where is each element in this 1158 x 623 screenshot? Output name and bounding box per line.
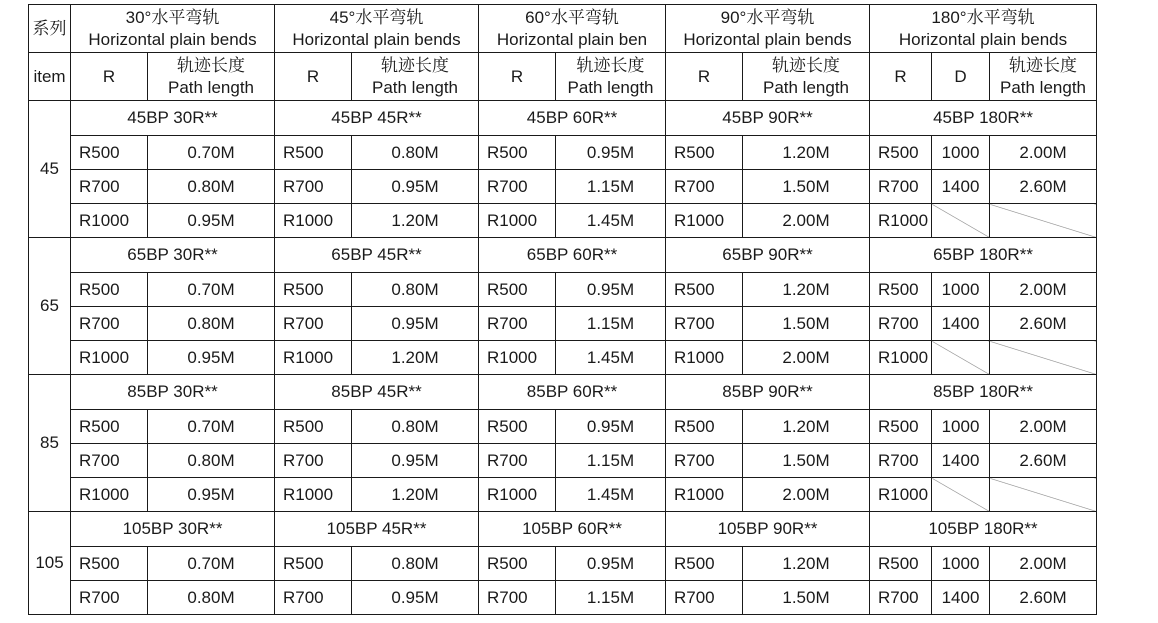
r-header-cell: R: [275, 53, 352, 101]
diameter-cell: 1400: [932, 170, 990, 204]
angle-en-label: Horizontal plain bends: [898, 29, 1068, 49]
r-header-cell: R: [870, 53, 932, 101]
model-code-cell: 45BP 60R**: [479, 101, 666, 136]
radius-cell: R500: [870, 273, 932, 307]
path-length-cell: 0.95M: [556, 547, 666, 581]
diameter-cell: 1000: [932, 410, 990, 444]
radius-cell: R500: [870, 136, 932, 170]
radius-cell: R700: [479, 444, 556, 478]
radius-row: [29, 136, 1097, 170]
path-length-cell: 0.80M: [352, 410, 479, 444]
empty-slash-cell: [990, 341, 1097, 375]
series-item-cell: 105: [29, 512, 71, 615]
radius-row: [29, 307, 1097, 341]
path-length-cell: 2.00M: [990, 136, 1097, 170]
angle-header-30: [71, 5, 275, 53]
radius-cell: R500: [870, 547, 932, 581]
radius-cell: R1000: [870, 478, 932, 512]
radius-cell: R500: [479, 547, 556, 581]
model-code-cell: 85BP 30R**: [71, 375, 275, 410]
model-code-cell: 45BP 30R**: [71, 101, 275, 136]
radius-row: [29, 444, 1097, 478]
radius-cell: R500: [71, 410, 148, 444]
path-length-cell: 1.20M: [743, 410, 870, 444]
path-length-cell: 1.20M: [352, 478, 479, 512]
path-cn-label: 轨迹长度: [1009, 55, 1077, 75]
r-header-cell: R: [71, 53, 148, 101]
radius-row: [29, 547, 1097, 581]
model-code-cell: 85BP 60R**: [479, 375, 666, 410]
path-length-cell: 0.95M: [352, 307, 479, 341]
path-length-cell: 0.95M: [352, 444, 479, 478]
path-length-cell: 0.80M: [352, 547, 479, 581]
path-length-cell: 1.45M: [556, 341, 666, 375]
empty-slash-cell: [990, 204, 1097, 238]
radius-cell: R700: [479, 581, 556, 615]
path-length-cell: 0.95M: [556, 136, 666, 170]
path-length-cell: 1.50M: [743, 581, 870, 615]
radius-row: [29, 170, 1097, 204]
radius-cell: R500: [71, 547, 148, 581]
path-length-cell: 0.95M: [148, 204, 275, 238]
radius-row: [29, 204, 1097, 238]
item-header-cell: item: [29, 53, 71, 101]
radius-cell: R500: [666, 136, 743, 170]
radius-cell: R700: [479, 170, 556, 204]
path-length-cell: 2.60M: [990, 581, 1097, 615]
path-en-label: Path length: [371, 77, 458, 97]
radius-cell: R1000: [71, 204, 148, 238]
radius-cell: R500: [275, 547, 352, 581]
path-cn-label: 轨迹长度: [576, 55, 645, 75]
radius-cell: R700: [666, 307, 743, 341]
empty-slash-cell: [932, 478, 990, 512]
model-code-cell: 65BP 90R**: [666, 238, 870, 273]
path-length-cell: 0.80M: [148, 307, 275, 341]
path-length-header-cell: [743, 53, 870, 101]
path-length-cell: 0.95M: [148, 341, 275, 375]
path-length-cell: 0.95M: [352, 170, 479, 204]
angle-cn-label: 180°水平弯轨: [931, 7, 1035, 27]
path-length-cell: 0.80M: [352, 273, 479, 307]
series-item-cell: 65: [29, 238, 71, 375]
angle-header-45: [275, 5, 479, 53]
radius-cell: R700: [71, 581, 148, 615]
radius-cell: R700: [71, 307, 148, 341]
path-length-cell: 1.20M: [743, 547, 870, 581]
path-length-cell: 1.45M: [556, 478, 666, 512]
diameter-cell: 1000: [932, 136, 990, 170]
path-cn-label: 轨迹长度: [177, 55, 245, 75]
radius-cell: R500: [275, 273, 352, 307]
path-length-header-cell: [990, 53, 1097, 101]
angle-cn-label: 45°水平弯轨: [329, 7, 424, 27]
path-length-cell: 1.50M: [743, 170, 870, 204]
radius-cell: R1000: [71, 478, 148, 512]
empty-slash-cell: [932, 341, 990, 375]
model-code-cell: 105BP 60R**: [479, 512, 666, 547]
path-length-cell: 0.95M: [556, 410, 666, 444]
path-length-cell: 0.95M: [148, 478, 275, 512]
radius-cell: R700: [870, 581, 932, 615]
diameter-cell: 1000: [932, 547, 990, 581]
radius-cell: R1000: [275, 478, 352, 512]
angle-header-90: [666, 5, 870, 53]
path-length-cell: 0.70M: [148, 410, 275, 444]
path-en-label: Path length: [167, 77, 254, 97]
radius-row: [29, 581, 1097, 615]
angle-en-label: Horizontal plain bends: [292, 29, 461, 49]
path-length-cell: 1.20M: [743, 136, 870, 170]
empty-slash-cell: [990, 478, 1097, 512]
path-length-cell: 0.95M: [352, 581, 479, 615]
diameter-cell: 1400: [932, 581, 990, 615]
series-header-cell: 系列: [29, 5, 71, 53]
model-code-cell: 85BP 90R**: [666, 375, 870, 410]
radius-cell: R500: [870, 410, 932, 444]
radius-cell: R700: [666, 581, 743, 615]
path-cn-label: 轨迹长度: [381, 55, 449, 75]
path-length-cell: 0.95M: [556, 273, 666, 307]
path-length-cell: 1.15M: [556, 307, 666, 341]
series-code-row: [29, 101, 1097, 136]
model-code-cell: 65BP 45R**: [275, 238, 479, 273]
model-code-cell: 65BP 180R**: [870, 238, 1097, 273]
model-code-cell: 65BP 30R**: [71, 238, 275, 273]
radius-cell: R500: [666, 273, 743, 307]
radius-cell: R700: [479, 307, 556, 341]
angle-en-label: Horizontal plain bends: [683, 29, 852, 49]
path-length-cell: 1.20M: [743, 273, 870, 307]
model-code-cell: 45BP 45R**: [275, 101, 479, 136]
radius-cell: R700: [71, 444, 148, 478]
path-length-cell: 1.20M: [352, 341, 479, 375]
diameter-cell: 1400: [932, 307, 990, 341]
diameter-cell: 1000: [932, 273, 990, 307]
path-length-cell: 2.00M: [743, 341, 870, 375]
radius-cell: R500: [479, 136, 556, 170]
model-code-cell: 45BP 90R**: [666, 101, 870, 136]
radius-row: [29, 478, 1097, 512]
path-length-cell: 1.50M: [743, 307, 870, 341]
path-length-cell: 0.70M: [148, 273, 275, 307]
path-en-label: Path length: [567, 77, 654, 97]
radius-cell: R700: [275, 170, 352, 204]
path-length-cell: 0.80M: [352, 136, 479, 170]
r-header-cell: R: [666, 53, 743, 101]
radius-cell: R500: [666, 410, 743, 444]
empty-slash-cell: [932, 204, 990, 238]
r-header-cell: R: [479, 53, 556, 101]
radius-cell: R1000: [666, 204, 743, 238]
series-code-row: [29, 512, 1097, 547]
header-row-columns: [29, 53, 1097, 101]
radius-cell: R1000: [71, 341, 148, 375]
angle-cn-label: 60°水平弯轨: [525, 7, 619, 27]
angle-en-label: Horizontal plain bends: [88, 29, 257, 49]
path-length-cell: 2.00M: [743, 204, 870, 238]
radius-cell: R500: [71, 136, 148, 170]
model-code-cell: 105BP 45R**: [275, 512, 479, 547]
path-length-header-cell: [352, 53, 479, 101]
path-length-cell: 2.00M: [990, 547, 1097, 581]
model-code-cell: 105BP 30R**: [71, 512, 275, 547]
path-length-cell: 1.50M: [743, 444, 870, 478]
path-length-header-cell: [556, 53, 666, 101]
model-code-cell: 85BP 180R**: [870, 375, 1097, 410]
radius-cell: R1000: [479, 341, 556, 375]
model-code-cell: 105BP 90R**: [666, 512, 870, 547]
path-length-cell: 0.80M: [148, 170, 275, 204]
radius-cell: R700: [870, 307, 932, 341]
radius-cell: R500: [275, 136, 352, 170]
radius-cell: R700: [666, 444, 743, 478]
path-length-cell: 2.00M: [990, 273, 1097, 307]
model-code-cell: 85BP 45R**: [275, 375, 479, 410]
series-code-row: [29, 375, 1097, 410]
radius-cell: R700: [71, 170, 148, 204]
path-cn-label: 轨迹长度: [772, 55, 840, 75]
series-code-row: [29, 238, 1097, 273]
radius-cell: R500: [479, 410, 556, 444]
d-header-cell: D: [932, 53, 990, 101]
angle-cn-label: 30°水平弯轨: [125, 7, 220, 27]
radius-cell: R700: [870, 170, 932, 204]
path-length-cell: 0.80M: [148, 581, 275, 615]
radius-cell: R1000: [666, 478, 743, 512]
model-code-cell: 105BP 180R**: [870, 512, 1097, 547]
bend-spec-table: [28, 4, 1097, 615]
path-length-header-cell: [148, 53, 275, 101]
radius-row: [29, 410, 1097, 444]
series-item-cell: 45: [29, 101, 71, 238]
radius-cell: R500: [479, 273, 556, 307]
radius-cell: R1000: [275, 341, 352, 375]
model-code-cell: 45BP 180R**: [870, 101, 1097, 136]
radius-cell: R500: [666, 547, 743, 581]
radius-cell: R1000: [666, 341, 743, 375]
angle-cn-label: 90°水平弯轨: [720, 7, 815, 27]
diameter-cell: 1400: [932, 444, 990, 478]
path-length-cell: 0.70M: [148, 547, 275, 581]
radius-cell: R1000: [275, 204, 352, 238]
angle-en-label: Horizontal plain ben: [496, 29, 648, 49]
radius-cell: R1000: [479, 478, 556, 512]
radius-cell: R500: [71, 273, 148, 307]
radius-row: [29, 273, 1097, 307]
path-length-cell: 1.15M: [556, 170, 666, 204]
radius-cell: R700: [275, 581, 352, 615]
radius-cell: R1000: [870, 204, 932, 238]
radius-row: [29, 341, 1097, 375]
angle-header-180: [870, 5, 1097, 53]
path-length-cell: 1.15M: [556, 581, 666, 615]
angle-header-60: [479, 5, 666, 53]
header-row-angles: [29, 5, 1097, 53]
path-length-cell: 2.60M: [990, 307, 1097, 341]
radius-cell: R700: [666, 170, 743, 204]
path-length-cell: 1.15M: [556, 444, 666, 478]
radius-cell: R700: [870, 444, 932, 478]
path-length-cell: 2.60M: [990, 170, 1097, 204]
path-en-label: Path length: [762, 77, 849, 97]
path-length-cell: 1.20M: [352, 204, 479, 238]
model-code-cell: 65BP 60R**: [479, 238, 666, 273]
path-length-cell: 0.80M: [148, 444, 275, 478]
path-length-cell: 2.60M: [990, 444, 1097, 478]
series-item-cell: 85: [29, 375, 71, 512]
path-en-label: Path length: [999, 77, 1086, 97]
radius-cell: R1000: [870, 341, 932, 375]
path-length-cell: 0.70M: [148, 136, 275, 170]
path-length-cell: 2.00M: [990, 410, 1097, 444]
path-length-cell: 1.45M: [556, 204, 666, 238]
radius-cell: R700: [275, 307, 352, 341]
path-length-cell: 2.00M: [743, 478, 870, 512]
radius-cell: R1000: [479, 204, 556, 238]
radius-cell: R700: [275, 444, 352, 478]
radius-cell: R500: [275, 410, 352, 444]
